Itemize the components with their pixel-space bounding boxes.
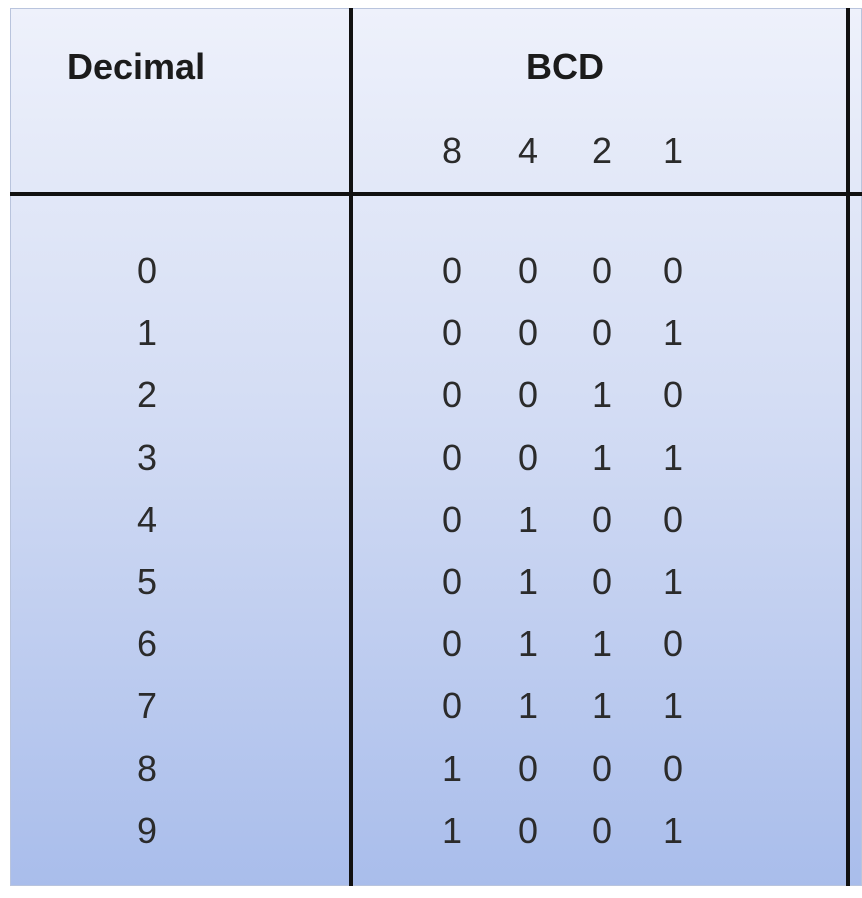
bcd-bit-cell: 1	[591, 623, 613, 664]
bcd-bit-cell: 1	[591, 374, 613, 415]
bcd-bit-cell: 0	[591, 312, 613, 353]
bcd-bit-cell: 0	[591, 499, 613, 540]
decimal-cell: 2	[136, 374, 158, 415]
bcd-bit-cell: 0	[517, 250, 539, 291]
bcd-bit-cell: 1	[517, 623, 539, 664]
column-divider-left	[349, 8, 353, 886]
bcd-bit-cell: 0	[662, 374, 684, 415]
bcd-header: BCD	[526, 46, 604, 87]
bcd-bit-cell: 1	[662, 437, 684, 478]
decimal-cell: 5	[136, 561, 158, 602]
bcd-bit-cell: 0	[517, 437, 539, 478]
bcd-bit-cell: 0	[517, 374, 539, 415]
weight-2: 2	[591, 130, 613, 171]
bcd-bit-cell: 1	[591, 685, 613, 726]
bcd-bit-cell: 1	[662, 561, 684, 602]
header-divider	[10, 192, 862, 196]
decimal-cell: 0	[136, 250, 158, 291]
bcd-bit-cell: 0	[591, 810, 613, 851]
bcd-bit-cell: 0	[591, 561, 613, 602]
bcd-bit-cell: 0	[517, 312, 539, 353]
bcd-bit-cell: 0	[662, 250, 684, 291]
decimal-cell: 6	[136, 623, 158, 664]
bcd-bit-cell: 0	[441, 312, 463, 353]
column-divider-right	[846, 8, 850, 886]
bcd-bit-cell: 0	[441, 561, 463, 602]
decimal-header: Decimal	[67, 46, 206, 87]
bcd-bit-cell: 1	[441, 810, 463, 851]
bcd-bit-cell: 1	[517, 561, 539, 602]
bcd-bit-cell: 1	[662, 312, 684, 353]
bcd-bit-cell: 0	[441, 250, 463, 291]
bcd-bit-cell: 1	[591, 437, 613, 478]
bcd-bit-cell: 1	[517, 685, 539, 726]
decimal-cell: 4	[136, 499, 158, 540]
bcd-bit-cell: 0	[441, 437, 463, 478]
weight-1: 1	[662, 130, 684, 171]
decimal-cell: 7	[136, 685, 158, 726]
bcd-bit-cell: 0	[441, 374, 463, 415]
bcd-bit-cell: 0	[441, 499, 463, 540]
bcd-bit-cell: 0	[441, 685, 463, 726]
bcd-bit-cell: 0	[662, 623, 684, 664]
weight-4: 4	[517, 130, 539, 171]
bcd-bit-cell: 0	[662, 748, 684, 789]
decimal-cell: 8	[136, 748, 158, 789]
weight-8: 8	[441, 130, 463, 171]
bcd-bit-cell: 1	[441, 748, 463, 789]
bcd-bit-cell: 1	[662, 685, 684, 726]
bcd-bit-cell: 0	[517, 810, 539, 851]
bcd-bit-cell: 0	[662, 499, 684, 540]
bcd-bit-cell: 1	[517, 499, 539, 540]
decimal-cell: 1	[136, 312, 158, 353]
bcd-bit-cell: 0	[441, 623, 463, 664]
bcd-bit-cell: 0	[591, 748, 613, 789]
bcd-bit-cell: 0	[517, 748, 539, 789]
decimal-cell: 9	[136, 810, 158, 851]
bcd-bit-cell: 1	[662, 810, 684, 851]
decimal-cell: 3	[136, 437, 158, 478]
bcd-bit-cell: 0	[591, 250, 613, 291]
bcd-table	[10, 8, 862, 886]
